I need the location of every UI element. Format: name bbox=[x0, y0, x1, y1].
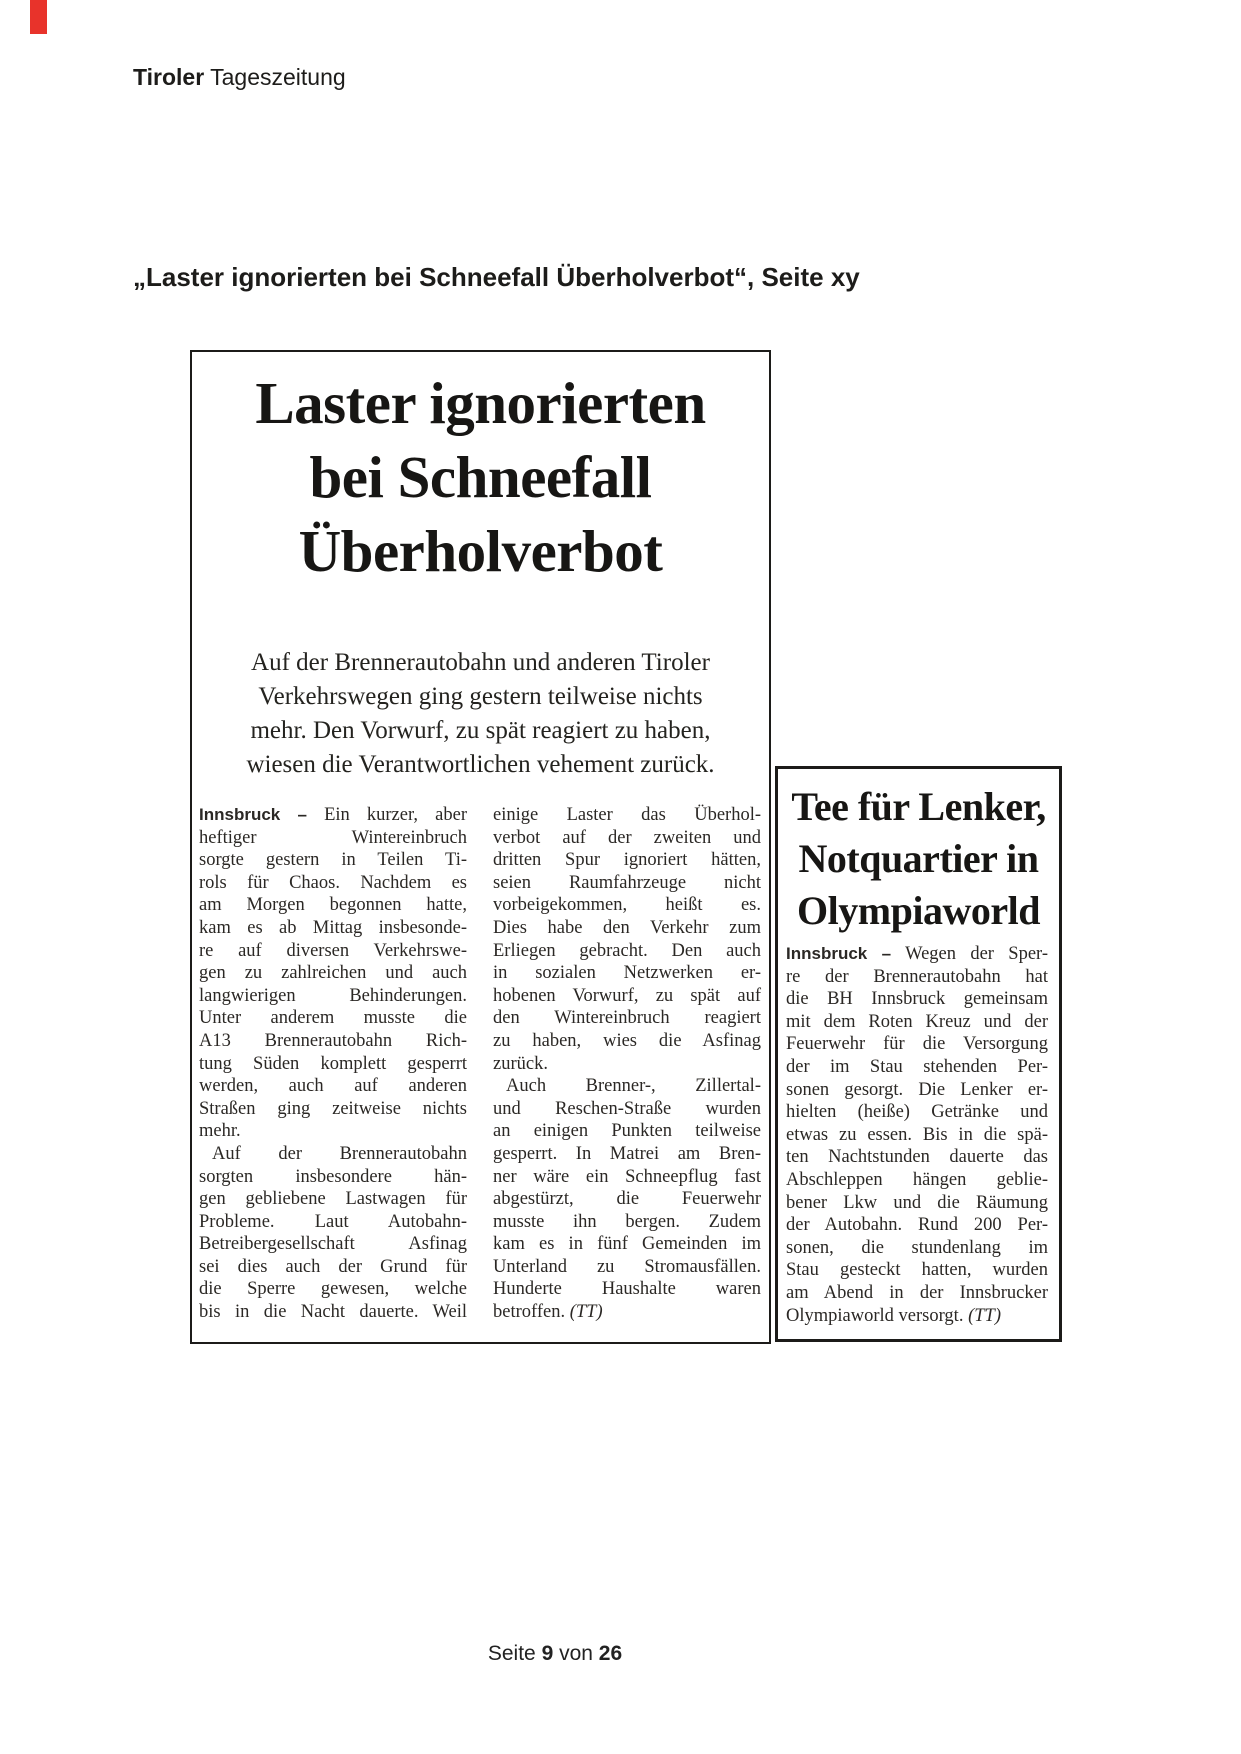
article-line: Olympiaworld versorgt. (TT) bbox=[786, 1305, 1001, 1326]
deck-line: Verkehrswegen ging gestern teilweise nichts bbox=[258, 683, 703, 710]
article-line: der im Stau stehenden Per- bbox=[786, 1056, 1048, 1077]
article-line: seien Raumfahrzeuge nicht bbox=[493, 872, 761, 893]
article-line: tung Süden komplett gesperrt bbox=[199, 1053, 467, 1074]
article-line: abgestürzt, die Feuerwehr bbox=[493, 1189, 761, 1210]
article-line: re der Brennerautobahn hat bbox=[786, 966, 1048, 987]
article-line: hobenen Vorwurf, zu spät auf bbox=[493, 985, 761, 1006]
headline-line: Laster ignorierten bbox=[255, 370, 706, 436]
headline-line: Notquartier in bbox=[798, 836, 1039, 881]
article-line: an einigen Punkten teilweise bbox=[493, 1121, 761, 1142]
newspaper-clipping-main bbox=[190, 350, 771, 1344]
article-line: sonen, die stundenlang im bbox=[786, 1237, 1048, 1258]
article-line: hielten (heiße) Getränke und bbox=[786, 1102, 1048, 1123]
article-line: sonen gesorgt. Die Lenker er- bbox=[786, 1079, 1048, 1100]
scan-artifact-red-mark bbox=[30, 0, 47, 34]
article-line: Feuerwehr für die Versorgung bbox=[786, 1034, 1048, 1055]
publication-name-rest: Tageszeitung bbox=[204, 64, 346, 90]
article-line: der Autobahn. Rund 200 Per- bbox=[786, 1215, 1048, 1236]
article-column-left bbox=[199, 804, 467, 1324]
article-line: Hunderte Haushalte waren bbox=[493, 1279, 761, 1300]
article-line: etwas zu essen. Bis in die spä- bbox=[786, 1124, 1048, 1145]
article-line: einige Laster das Überhol- bbox=[493, 805, 761, 825]
article-line: Abschleppen hängen geblie- bbox=[786, 1169, 1048, 1190]
article-line: A13 Brennerautobahn Rich- bbox=[199, 1030, 467, 1051]
footer-total-pages: 26 bbox=[598, 1642, 623, 1665]
article-column-right bbox=[493, 804, 761, 1324]
article-line: ten Nachtstunden dauerte das bbox=[786, 1147, 1048, 1168]
article-line: sei dies auch der Grund für bbox=[199, 1256, 467, 1277]
article-line: in sozialen Netzwerken er- bbox=[493, 963, 761, 984]
headline-line: Olympiaworld bbox=[797, 888, 1040, 933]
article-line: bener Lkw und die Räumung bbox=[786, 1192, 1048, 1213]
article-line: musste ihn bergen. Zudem bbox=[493, 1211, 761, 1232]
article-line: langwierigen Behinderungen. bbox=[199, 985, 467, 1006]
article-line: gesperrt. In Matrei am Bren- bbox=[493, 1143, 761, 1164]
article-line: die Sperre gewesen, welche bbox=[199, 1279, 467, 1300]
clipping-deck bbox=[192, 646, 769, 782]
headline-line: Überholverbot bbox=[298, 518, 663, 584]
article-line: werden, auch auf anderen bbox=[199, 1076, 467, 1097]
article-line: kam es in fünf Gemeinden im bbox=[493, 1234, 761, 1255]
article-line: heftiger Wintereinbruch bbox=[199, 827, 467, 848]
footer-middle: von bbox=[553, 1642, 599, 1665]
article-reference-title: „Laster ignorierten bei Schneefall Überholverbot“, Seite xy bbox=[133, 262, 860, 292]
article-line: betroffen. (TT) bbox=[493, 1302, 603, 1323]
article-line: die BH Innsbruck gemeinsam bbox=[786, 989, 1048, 1010]
article-line: zurück. bbox=[493, 1053, 548, 1074]
article-line: mehr. bbox=[199, 1121, 241, 1142]
article-line: Unter anderem musste die bbox=[199, 1008, 467, 1029]
article-line: gen gebliebene Lastwagen für bbox=[199, 1189, 467, 1210]
page-footer bbox=[0, 1642, 1110, 1666]
article-line: Auf der Brennerautobahn bbox=[212, 1143, 467, 1164]
article-line: bis in die Nacht dauerte. Weil bbox=[199, 1302, 467, 1323]
article-line: dritten Spur ignoriert hätten, bbox=[493, 850, 761, 871]
article-line: am Abend in der Innsbrucker bbox=[786, 1282, 1048, 1303]
article-line: Straßen ging zeitweise nichts bbox=[199, 1098, 467, 1119]
article-line: rols für Chaos. Nachdem es bbox=[199, 872, 467, 893]
deck-line: mehr. Den Vorwurf, zu spät reagiert zu haben, bbox=[250, 717, 711, 744]
article-columns bbox=[199, 804, 761, 1324]
article-line: Auch Brenner-, Zillertal- bbox=[506, 1076, 761, 1097]
article-line: den Wintereinbruch reagiert bbox=[493, 1008, 761, 1029]
article-line: Dies habe den Verkehr zum bbox=[493, 917, 761, 938]
footer-prefix: Seite bbox=[487, 1642, 542, 1665]
article-line: verbot auf der zweiten und bbox=[493, 827, 761, 848]
article-line: kam es ab Mittag insbesonde- bbox=[199, 917, 467, 938]
article-line: Innsbruck – Wegen der Sper- bbox=[786, 944, 1048, 964]
article-line: Probleme. Laut Autobahn- bbox=[199, 1211, 467, 1232]
deck-line: Auf der Brennerautobahn und anderen Tiroler bbox=[251, 649, 710, 676]
article-line: ner wäre ein Schneepflug fast bbox=[493, 1166, 761, 1187]
article-line: vorbeigekommen, heißt es. bbox=[493, 895, 761, 916]
article-line: und Reschen-Straße wurden bbox=[493, 1098, 761, 1119]
article-line: zu haben, wies die Asfinag bbox=[493, 1030, 761, 1051]
article-line: gen zu zahlreichen und auch bbox=[199, 963, 467, 984]
article-line: Betreibergesellschaft Asfinag bbox=[199, 1234, 467, 1255]
article-line: sorgte gestern in Teilen Ti- bbox=[199, 850, 467, 871]
article-line: re auf diversen Verkehrswe- bbox=[199, 940, 467, 961]
article-line: Erliegen gebracht. Den auch bbox=[493, 940, 761, 961]
newspaper-clipping-side bbox=[775, 766, 1062, 1342]
article-line: mit dem Roten Kreuz und der bbox=[786, 1011, 1048, 1032]
article-column-single bbox=[786, 943, 1048, 1327]
deck-line: wiesen die Verantwortlichen vehement zurück. bbox=[246, 751, 715, 778]
footer-page-number: 9 bbox=[541, 1642, 554, 1665]
headline-line: bei Schneefall bbox=[309, 444, 652, 510]
clipping-headline bbox=[778, 781, 1059, 937]
publication-name-bold: Tiroler bbox=[133, 64, 205, 90]
clipping-headline bbox=[192, 366, 769, 588]
article-line: Stau gesteckt hatten, wurden bbox=[786, 1260, 1048, 1281]
publication-name bbox=[133, 64, 346, 91]
headline-line: Tee für Lenker, bbox=[791, 784, 1046, 829]
article-line: am Morgen begonnen hatte, bbox=[199, 895, 467, 916]
article-line: Unterland zu Stromausfällen. bbox=[493, 1256, 761, 1277]
article-line: sorgten insbesondere hän- bbox=[199, 1166, 467, 1187]
article-line: Innsbruck – Ein kurzer, aber bbox=[199, 805, 467, 825]
